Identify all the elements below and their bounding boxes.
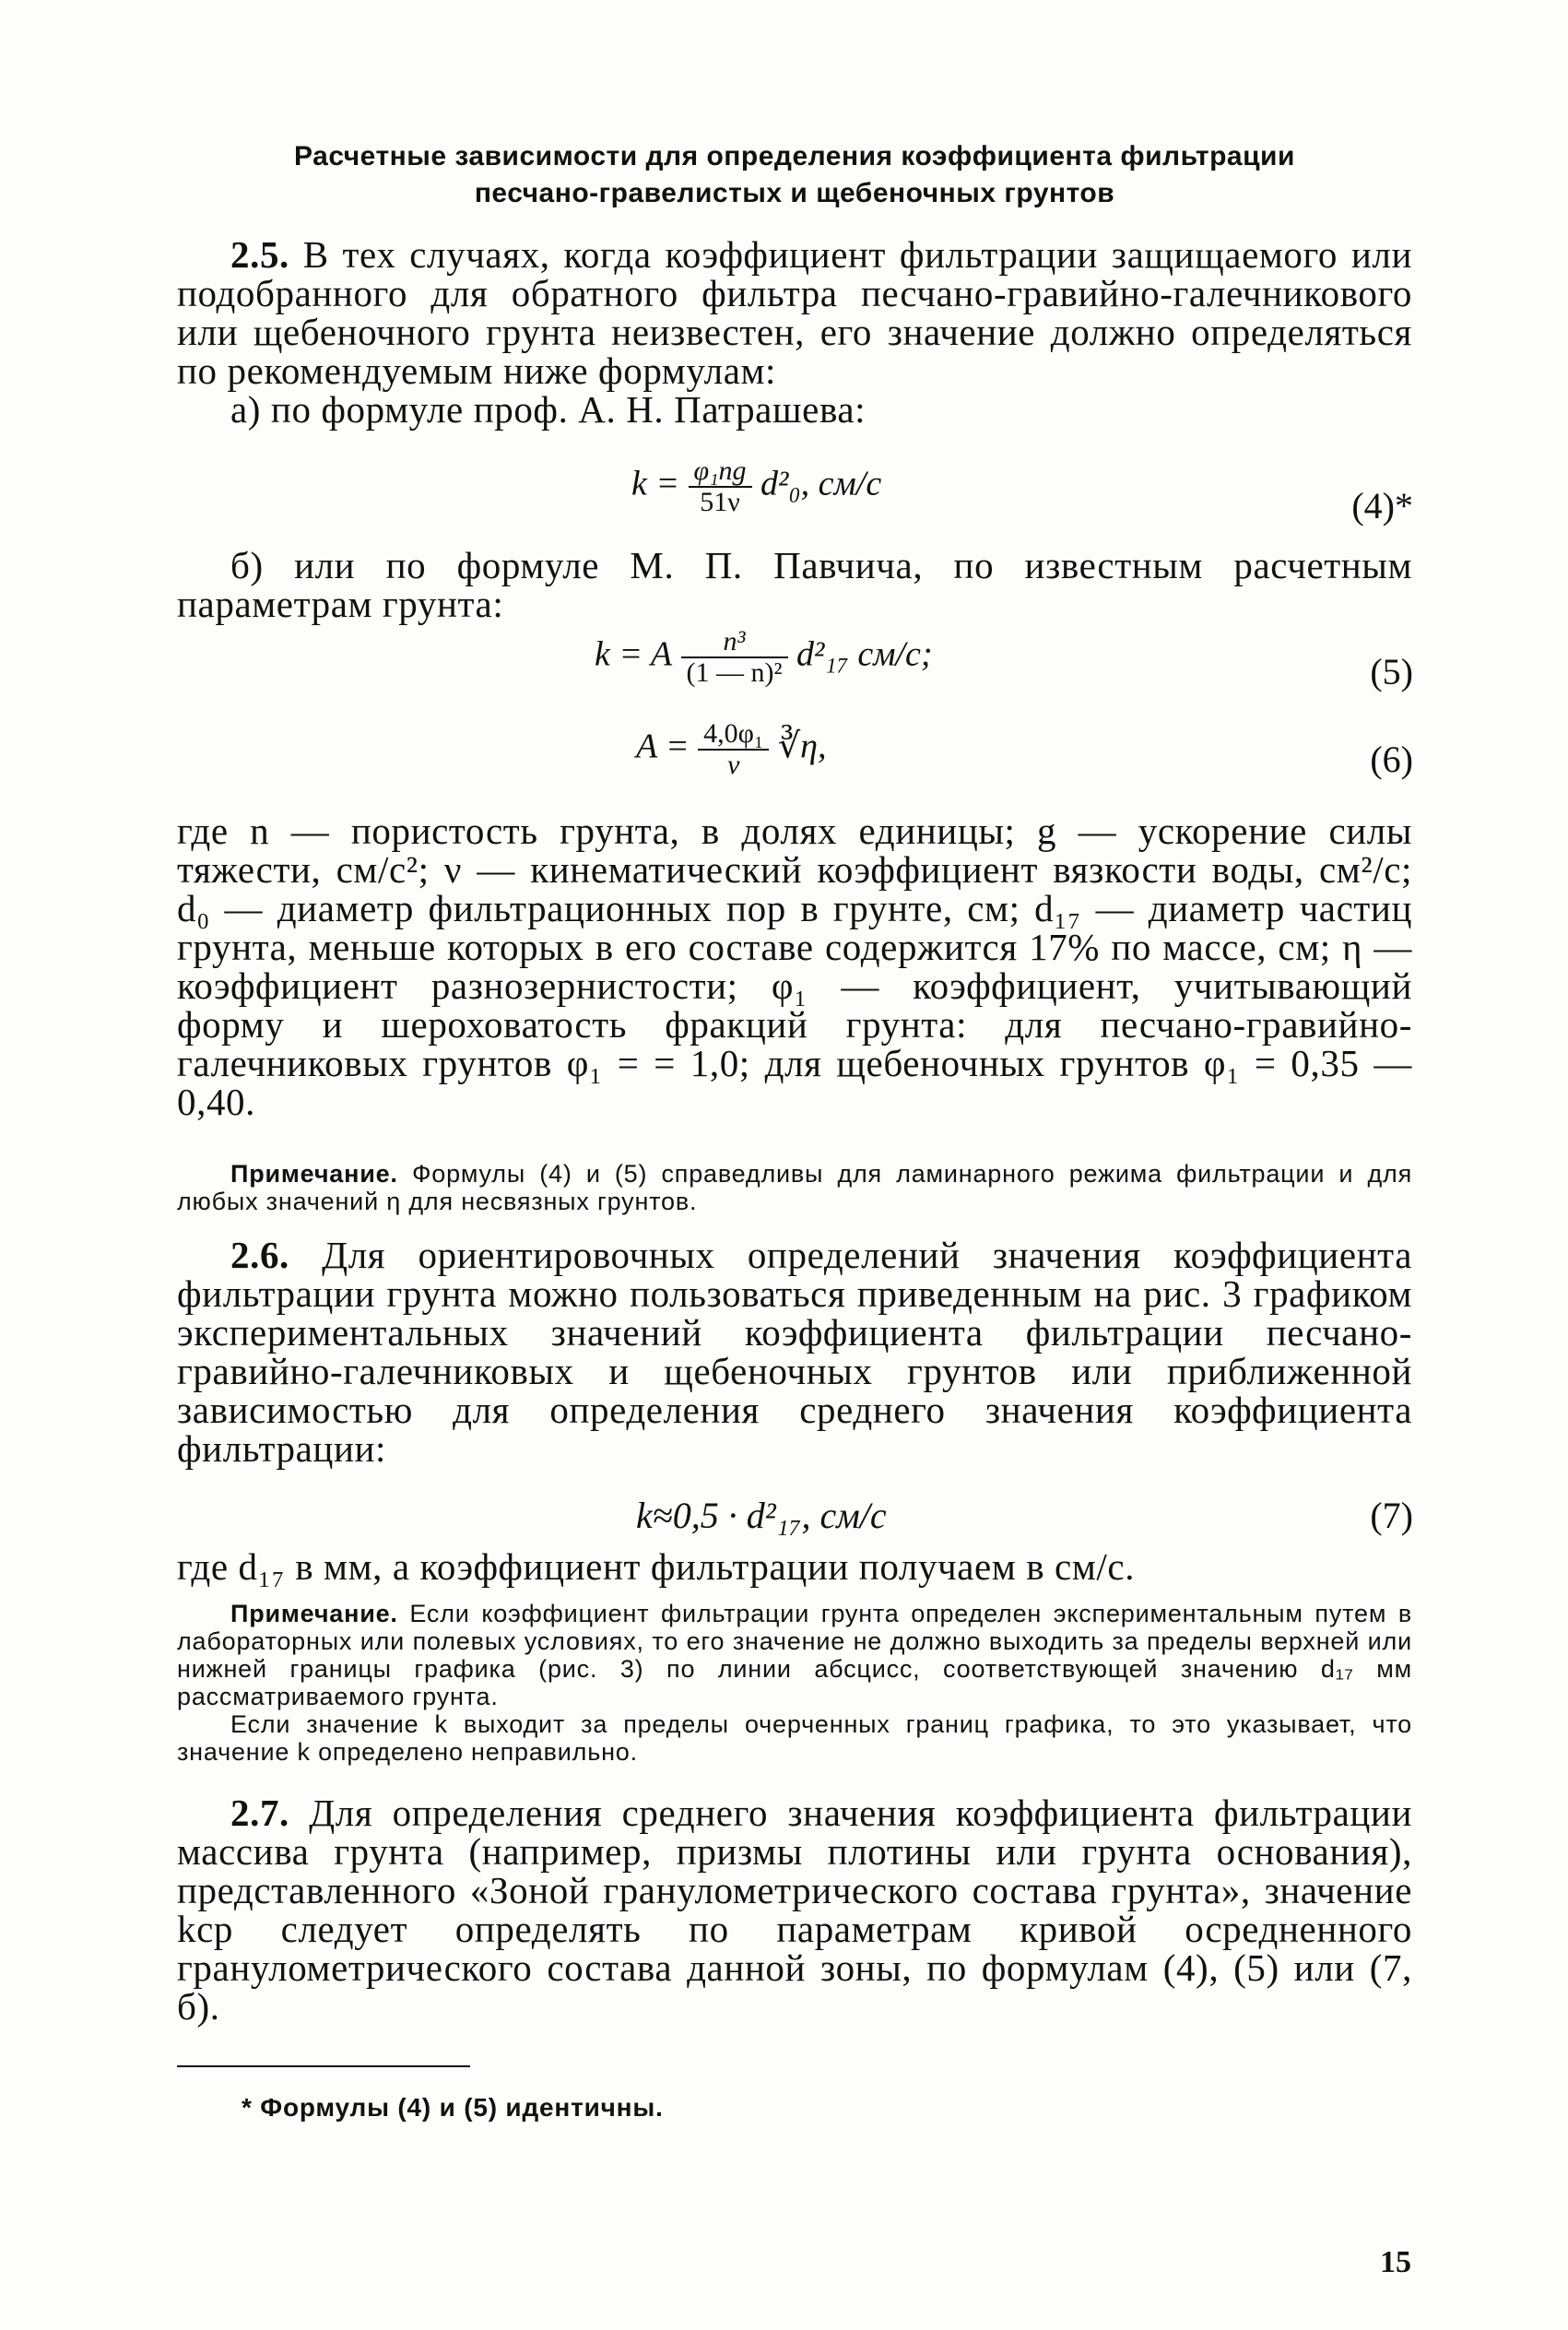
paragraph-number: 2.6.: [230, 1234, 289, 1276]
fraction-numerator: φ₁ng: [689, 456, 752, 488]
formula-fraction: [698, 719, 769, 780]
note-text: Формулы (4) и (5) справедливы для ламинарного режима фильтрации и для любых значений η для несвязных грунтов.: [177, 1160, 1412, 1215]
paragraph-text: Для определения среднего значения коэффициента фильтрации массива грунта (например, призмы плотины или грунта основания), представленного «Зоной гранулометрического состава грунта», значение kср следует определять по параметрам кривой осредненного гранулометрического состава данной зоны, по формулам (4), (5) или (7, б).: [177, 1792, 1412, 2028]
where-7-block: [177, 1547, 1412, 1586]
formula-lhs: k =: [631, 464, 680, 503]
formula-7: k≈0,5 · d²₁₇, см/с: [636, 1495, 887, 1536]
paragraph-text: Для ориентировочных определений значения коэффициента фильтрации грунта можно пользоваться приведенным на рис. 3 графиком экспериментальных значений коэффициента фильтрации песчано-гравийно-галечниковых и щебеночных грунтов или приближенной зависимостью для определения среднего значения коэффициента фильтрации:: [177, 1234, 1412, 1470]
formula-fraction: [681, 627, 788, 688]
formula-5: [595, 627, 933, 688]
formula-6-label: (6): [1370, 739, 1413, 780]
fraction-numerator: 4,0φ₁: [698, 719, 769, 751]
where-text: где n — пористость грунта, в долях единицы; g — ускорение силы тяжести, см/с²; ν — кинематический коэффициент вязкости воды, см²/с; d₀ — диаметр фильтрационных пор в грунте, см; d₁₇ — диаметр частиц грунта, меньше которых в его составе содержится 17% по массе, см; η — коэффициент разнозернистости; φ₁ — коэффициент, учитывающий форму и шероховатость фракций грунта: для песчано-гравийно-галечниковых грунтов φ₁ = = 1,0; для щебеночных грунтов φ₁ = 0,35 — 0,40.: [177, 810, 1412, 1123]
item-b-block: [177, 546, 1412, 623]
item-b: б) или по формуле М. П. Павчича, по известным расчетным параметрам грунта:: [177, 544, 1412, 625]
note-text: Если коэффициент фильтрации грунта определен экспериментальным путем в лабораторных или полевых условиях, то его значение не должно выходить за пределы верхней или нижней границы графика (рис. 3) по линии абсцисс, соответствующей значению d₁₇ мм рассматриваемого грунта.: [177, 1600, 1412, 1710]
formula-4-label: (4)*: [1351, 485, 1413, 526]
paragraph-2-6: [177, 1236, 1412, 1468]
note-label: Примечание.: [230, 1160, 398, 1188]
formula-4: [631, 456, 881, 517]
formula-lhs: k = A: [595, 634, 673, 674]
footnote-divider: [177, 2065, 470, 2067]
paragraph-2-7: [177, 1793, 1412, 2026]
formula-6: [636, 719, 827, 780]
footnote: * Формулы (4) и (5) идентичны.: [242, 2093, 664, 2122]
fraction-denominator: (1 — n)²: [686, 657, 783, 688]
fraction-numerator: n³: [681, 627, 788, 658]
formula-lhs: A =: [636, 727, 690, 766]
section-title: [177, 138, 1412, 212]
formula-rhs: ∛η,: [777, 727, 827, 766]
page-number: 15: [1380, 2245, 1411, 2279]
paragraph-number: 2.7.: [230, 1792, 289, 1834]
paragraph-number: 2.5.: [230, 233, 289, 276]
item-a: а) по формуле проф. А. Н. Патрашева:: [230, 388, 867, 431]
fraction-denominator: 51ν: [700, 487, 740, 517]
where-7: где d₁₇ в мм, а коэффициент фильтрации получаем в см/с.: [177, 1545, 1136, 1588]
section-title-line1: Расчетные зависимости для определения коэффициента фильтрации: [294, 141, 1295, 171]
note-text-2: Если значение k выходит за пределы очерченных границ графика, то это указывает, что значение k определено неправильно.: [177, 1710, 1412, 1766]
paragraph-text: В тех случаях, когда коэффициент фильтрации защищаемого или подобранного для обратного фильтра песчано-гравийно-галечникового или щебеночного грунта неизвестен, его значение должно определяться по рекомендуемым ниже формулам:: [177, 233, 1412, 392]
formula-rhs: d²₁₇ см/с;: [796, 634, 933, 674]
note-1: [177, 1160, 1412, 1215]
variables-definition: [177, 811, 1412, 1121]
formula-fraction: [689, 456, 752, 517]
section-title-line2: песчано-гравелистых и щебеночных грунтов: [474, 178, 1115, 208]
paragraph-2-5: [177, 235, 1412, 429]
note-label: Примечание.: [230, 1600, 398, 1627]
fraction-denominator: ν: [727, 750, 740, 780]
formula-rhs: d²₀, см/с: [760, 464, 882, 503]
formula-5-label: (5): [1370, 651, 1413, 692]
note-2: [177, 1600, 1412, 1766]
formula-7-label: (7): [1370, 1495, 1413, 1536]
